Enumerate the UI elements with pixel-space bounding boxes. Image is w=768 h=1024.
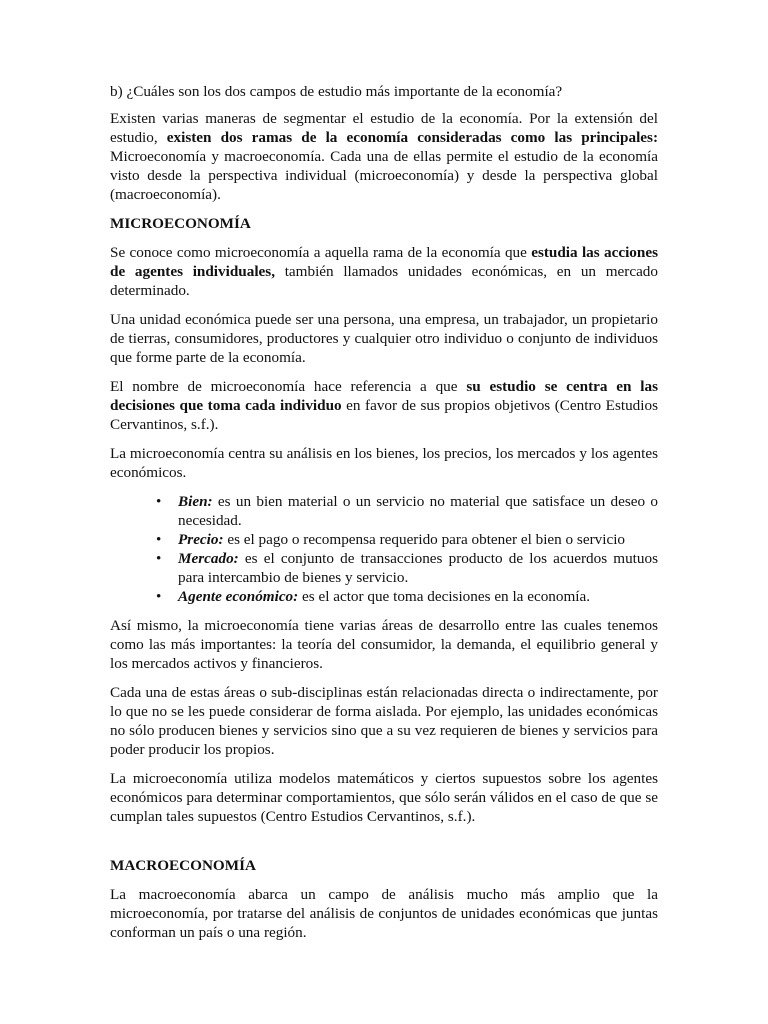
intro-paragraph <box>110 109 658 204</box>
definition-term: Mercado: <box>178 550 239 567</box>
bullet-icon: • <box>156 588 162 605</box>
bullet-icon: • <box>156 531 162 548</box>
definition-text: es el conjunto de transacciones producto de los acuerdos mutuos para intercambio de bienes y servicio. <box>178 550 658 586</box>
micro-paragraph-5: Así mismo, la microeconomía tiene varias áreas de desarrollo entre las cuales tenemos como las más importantes: la teoría del consumidor, la demanda, el equilibrio general y los mercados activos y financieros. <box>110 617 658 672</box>
micro-paragraph-1 <box>110 243 658 300</box>
micro-heading: MICROECONOMÍA <box>110 215 251 232</box>
micro-p3-bold-text: su estudio se centra en las decisiones que toma cada individuo <box>110 378 658 414</box>
micro-p3-text-2: en favor de sus propios objetivos (Centro Estudios Cervantinos, s.f.). <box>110 397 658 433</box>
bullet-icon: • <box>156 550 162 567</box>
micro-p1-text-2: también llamados unidades económicas, en un mercado determinado. <box>110 263 658 299</box>
definition-item <box>156 549 658 587</box>
definition-text: es el actor que toma decisiones en la economía. <box>298 588 591 605</box>
micro-paragraph-4: La microeconomía centra su análisis en los bienes, los precios, los mercados y los agentes económicos. <box>110 445 658 481</box>
micro-paragraph-3 <box>110 377 658 434</box>
micro-paragraph-7: La microeconomía utiliza modelos matemáticos y ciertos supuestos sobre los agentes económicos para determinar comportamientos, que sólo serán válidos en el caso de que se cumplan tales supuestos (Centro Estudios Cervantinos, s.f.). <box>110 770 658 825</box>
micro-p1-bold-text: estudia las acciones de agentes individuales, <box>110 244 658 280</box>
micro-p1-text-1: Se conoce como microeconomía a aquella rama de la economía que <box>110 244 532 261</box>
bullet-icon: • <box>156 493 162 510</box>
micro-p3-text-1: El nombre de microeconomía hace referencia a que <box>110 378 467 395</box>
definition-item <box>156 587 658 606</box>
definitions-list <box>110 492 658 606</box>
micro-paragraph-2: Una unidad económica puede ser una persona, una empresa, un trabajador, un propietario de tierras, consumidores, productores y cualquier otro individuo o conjunto de individuos que forme parte de la economía. <box>110 311 658 366</box>
definition-item <box>156 492 658 530</box>
micro-paragraph-6: Cada una de estas áreas o sub-disciplinas están relacionadas directa o indirectamente, por lo que no se les puede considerar de forma aislada. Por ejemplo, las unidades económicas no sólo producen bienes y servicios sino que a su vez requieren de bienes y servicios para poder producir los propios. <box>110 684 658 758</box>
definition-item <box>156 530 658 549</box>
macro-heading: MACROECONOMÍA <box>110 857 256 874</box>
definition-term: Bien: <box>178 493 213 510</box>
intro-text-2: Microeconomía y macroeconomía. Cada una de ellas permite el estudio de la economía visto desde la perspectiva individual (microeconomía) y desde la perspectiva global (macroeconomía). <box>110 148 658 203</box>
definition-text: es un bien material o un servicio no material que satisface un deseo o necesidad. <box>178 493 658 529</box>
question-text: b) ¿Cuáles son los dos campos de estudio más importante de la economía? <box>110 83 563 100</box>
intro-bold-text: existen dos ramas de la economía consideradas como las principales: <box>166 129 658 146</box>
definition-term: Agente económico: <box>178 588 299 605</box>
definition-text: es el pago o recompensa requerido para obtener el bien o servicio <box>223 531 626 548</box>
intro-text-1: Existen varias maneras de segmentar el estudio de la economía. Por la extensión del estudio, <box>110 110 658 146</box>
macro-paragraph-1: La macroeconomía abarca un campo de análisis mucho más amplio que la microeconomía, por tratarse del análisis de conjuntos de unidades económicas que juntas conforman un país o una región. <box>110 886 658 941</box>
definition-term: Precio: <box>178 531 224 548</box>
